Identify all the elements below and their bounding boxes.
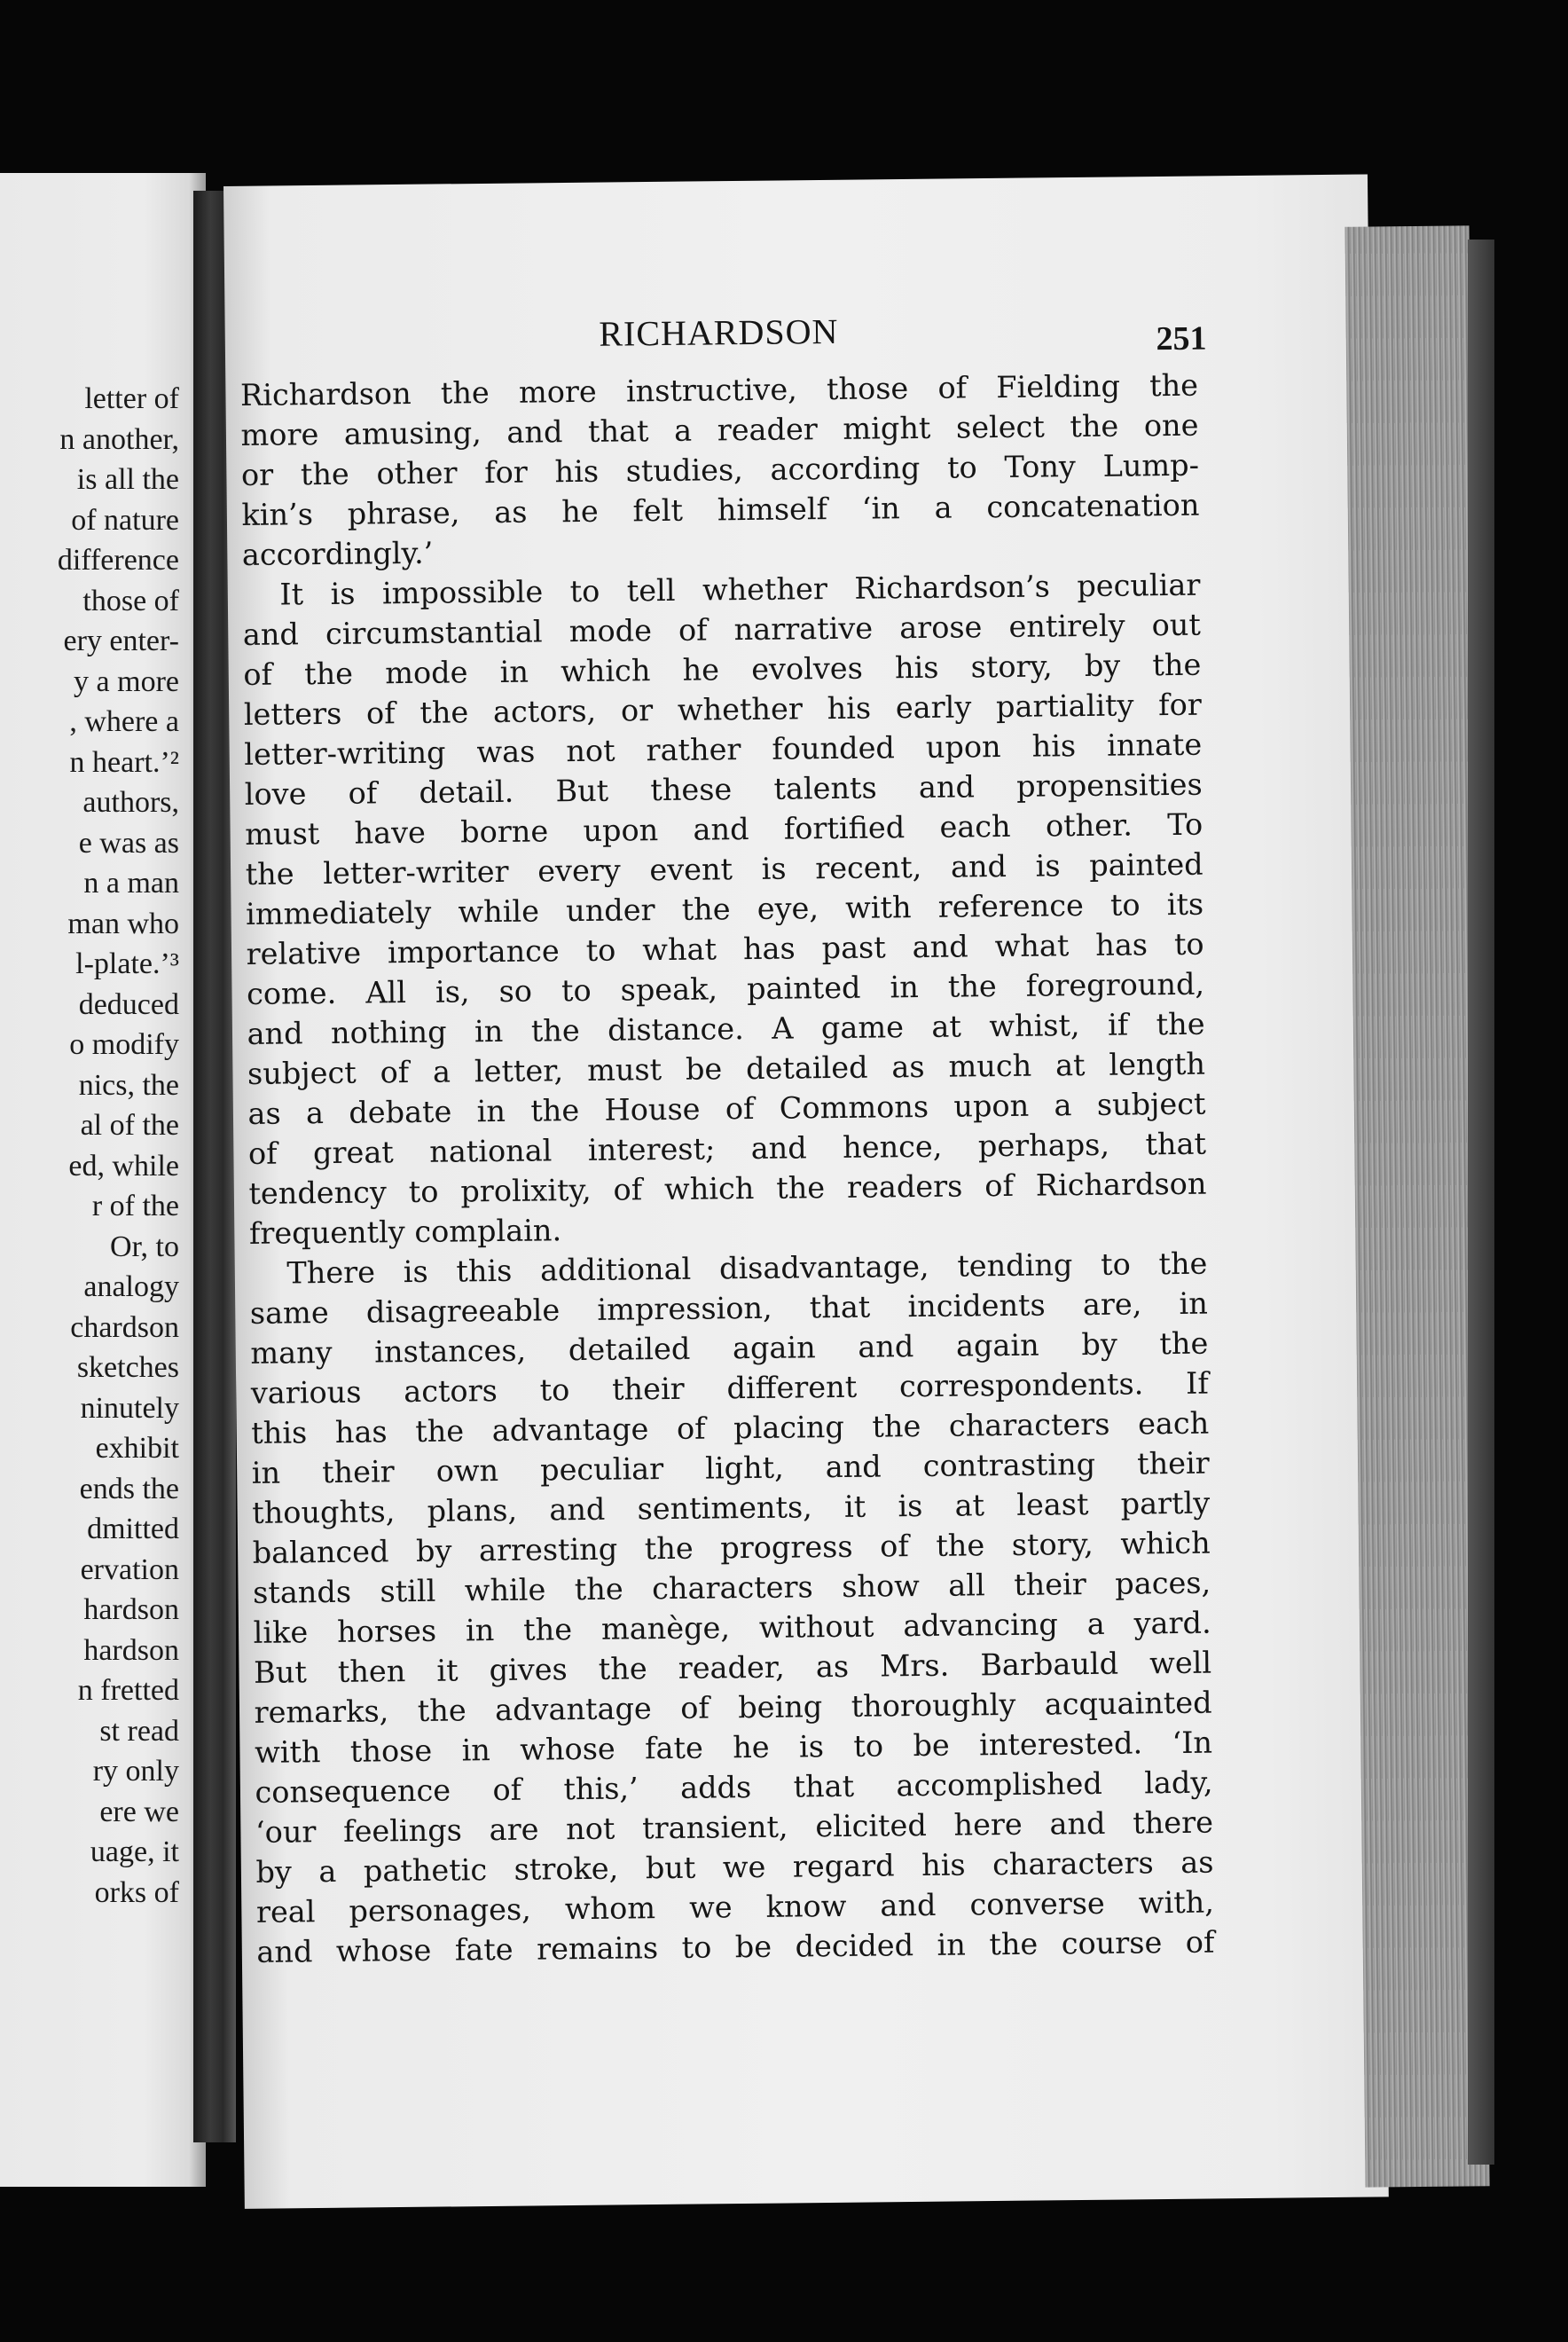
text-line: in their own peculiar light, and contrasting their <box>251 1445 1210 1490</box>
text-line: Richardson the more instructive, those of Fielding the <box>239 367 1199 413</box>
left-page-line: n heart.’² <box>69 745 179 779</box>
left-page-line: letter of <box>84 382 179 415</box>
left-page-line: orks of <box>94 1875 179 1909</box>
left-page-line: ry only <box>92 1755 179 1788</box>
text-line: consequence of this,’ adds that accomplished lady, <box>255 1764 1213 1810</box>
left-page-line: dmitted <box>87 1513 179 1545</box>
text-line: the letter-writer every event is recent, and is painted <box>245 846 1203 892</box>
text-line: frequently complain. <box>248 1213 562 1251</box>
left-page-line: chardson <box>70 1310 179 1344</box>
text-line: relative importance to what has past and what has to <box>246 926 1204 971</box>
text-line: must have borne upon and fortified each other. To <box>245 806 1203 852</box>
text-line: with those in whose fate he is to be interested. ‘In <box>254 1725 1213 1770</box>
left-page-line: ere we <box>99 1795 179 1828</box>
left-page-line: hardson <box>83 1593 179 1626</box>
left-page <box>0 173 206 2187</box>
left-page-line: n fretted <box>77 1674 179 1707</box>
left-page-line: ed, while <box>68 1149 179 1183</box>
left-page-line: n another, <box>59 422 179 456</box>
left-page-line: n a man <box>83 867 179 900</box>
left-page-line: analogy <box>83 1270 179 1303</box>
left-page-text <box>0 379 179 1913</box>
left-page-line: r of the <box>91 1190 179 1222</box>
text-line: tendency to prolixity, of which the readers of Richardson <box>248 1166 1207 1211</box>
text-line: more amusing, and that a reader might select the one <box>240 407 1199 452</box>
text-line: letter-writing was not rather founded upon his innate <box>244 727 1203 772</box>
text-line: and nothing in the distance. A game at whist, if the <box>247 1006 1205 1051</box>
left-page-line: st read <box>99 1714 179 1748</box>
left-page-line: uage, it <box>90 1835 179 1868</box>
text-line: balanced by arresting the progress of the story, which <box>252 1525 1211 1570</box>
book-cover-edge <box>1468 240 1494 2165</box>
left-page-line: deduced <box>78 987 179 1021</box>
left-page-line: is all the <box>76 463 179 496</box>
text-line: come. All is, so to speak, painted in the foreground, <box>246 966 1205 1011</box>
text-line: same disagreeable impression, that incidents are, in <box>249 1285 1209 1331</box>
left-page-line: Or, to <box>110 1230 179 1263</box>
left-page-line: hardson <box>83 1633 179 1667</box>
left-page-line: e was as <box>78 826 179 860</box>
page-number: 251 <box>1156 319 1207 358</box>
text-line: ‘our feelings are not transient, elicited here and there <box>255 1804 1214 1850</box>
text-line: of the mode in which he evolves his story, by the <box>243 647 1202 692</box>
left-page-line: y a more <box>74 664 179 698</box>
text-line: But then it gives the reader, as Mrs. Barbauld well <box>253 1645 1212 1690</box>
left-page-line: ninutely <box>80 1391 179 1425</box>
left-page-line: l-plate.’³ <box>75 947 179 980</box>
text-line: as a debate in the House of Commons upon a subject <box>247 1086 1206 1131</box>
text-line: and whose fate remains to be decided in the course of <box>256 1924 1215 1969</box>
text-line: accordingly.’ <box>241 535 434 572</box>
text-line: of great national interest; and hence, perhaps, that <box>247 1126 1207 1171</box>
text-line: by a pathetic stroke, but we regard his characters as <box>255 1844 1214 1890</box>
left-page-line: al of the <box>80 1109 179 1142</box>
left-page-line: of nature <box>71 503 179 537</box>
text-line: love of detail. But these talents and propensities <box>244 766 1203 812</box>
left-page-line: ervation <box>80 1552 179 1586</box>
text-line: and circumstantial mode of narrative arose entirely out <box>242 607 1202 652</box>
text-line: letters of the actors, or whether his early partiality for <box>243 687 1202 732</box>
left-page-line: ery enter- <box>63 625 179 657</box>
left-page-line: , where a <box>69 705 179 738</box>
left-page-line: man who <box>67 907 179 940</box>
text-line: like horses in the manège, without advancing a yard. <box>253 1605 1211 1650</box>
text-line: real personages, whom we know and converse with, <box>255 1884 1215 1929</box>
left-page-line: nics, the <box>78 1068 179 1102</box>
running-head <box>239 296 1207 359</box>
text-line: remarks, the advantage of being thoroughly acquainted <box>254 1685 1212 1730</box>
text-line: There is this additional disadvantage, tending to the <box>286 1246 1208 1291</box>
text-line: many instances, detailed again and again by the <box>250 1325 1209 1371</box>
left-page-line: sketches <box>76 1351 179 1384</box>
text-line: thoughts, plans, and sentiments, it is at least partly <box>252 1485 1211 1530</box>
text-line: subject of a letter, must be detailed as much at length <box>247 1046 1206 1091</box>
text-line: various actors to their different correspondents. If <box>250 1365 1209 1411</box>
text-line: or the other for his studies, according to Tony Lump- <box>240 447 1200 492</box>
left-page-line: ends the <box>79 1472 179 1505</box>
left-page-line: exhibit <box>95 1432 179 1465</box>
left-page-line: difference <box>57 544 179 577</box>
text-line: It is impossible to tell whether Richardson’s peculiar <box>279 567 1201 612</box>
right-page-text <box>239 296 1215 1972</box>
left-page-line: those of <box>82 584 179 617</box>
left-page-line: o modify <box>69 1028 179 1061</box>
left-page-line: authors, <box>82 786 179 819</box>
body-text <box>240 365 1215 1972</box>
text-line: immediately while under the eye, with reference to its <box>245 886 1204 931</box>
text-line: stands still while the characters show all their paces, <box>252 1565 1211 1610</box>
text-line: this has the advantage of placing the characters each <box>251 1405 1210 1450</box>
running-title: RICHARDSON <box>599 310 839 354</box>
text-line: kin’s phrase, as he felt himself ‘in a concatenation <box>241 487 1200 532</box>
